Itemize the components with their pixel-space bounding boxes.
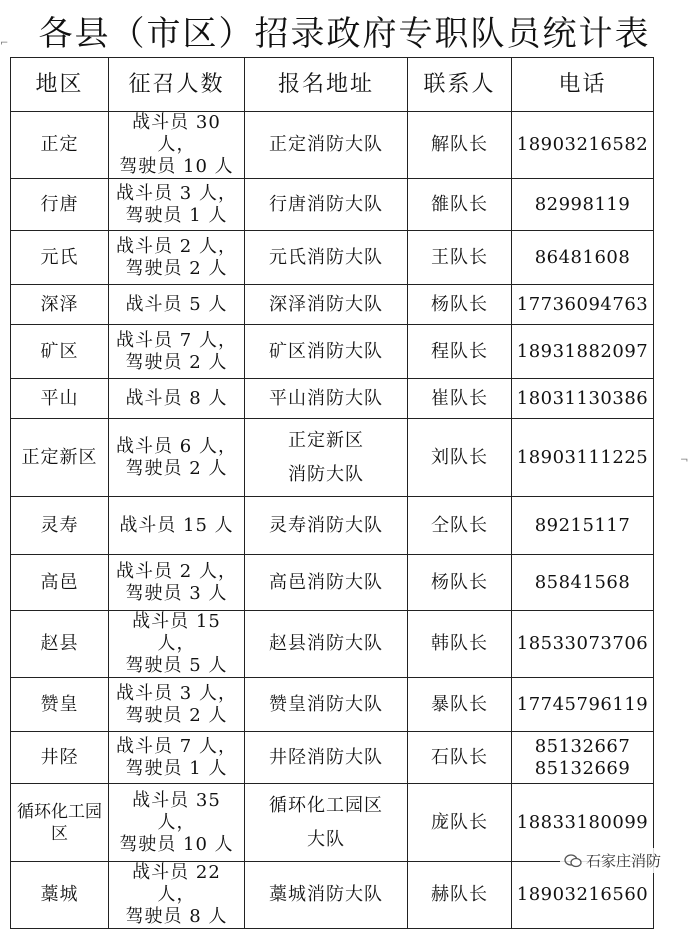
cell-recruits-line: 战斗员 6 人， <box>116 435 237 457</box>
cell-phone-line: 85132669 <box>534 757 631 779</box>
cell-address-line: 消防大队 <box>288 463 364 485</box>
cell-recruits <box>109 231 245 285</box>
cell-recruits-line: 战斗员 30 人， <box>132 112 221 155</box>
cell-address <box>245 379 408 419</box>
cell-phone-line: 82998119 <box>534 193 631 215</box>
cell-contact: 石队长 <box>408 732 512 784</box>
cell-contact: 刘队长 <box>408 419 512 497</box>
cell-contact: 杨队长 <box>408 555 512 611</box>
cell-address-line: 灵寿消防大队 <box>269 514 383 536</box>
cell-contact: 杨队长 <box>408 285 512 325</box>
cell-address <box>245 325 408 379</box>
cell-recruits-line: 战斗员 3 人， <box>116 182 237 204</box>
cell-phone-line: 18533073706 <box>516 633 649 654</box>
cell-address <box>245 678 408 732</box>
cell-phone <box>512 419 654 497</box>
table-row <box>11 555 654 611</box>
header-area: 地区 <box>11 58 109 112</box>
cell-address-line: 正定消防大队 <box>269 134 383 155</box>
cell-recruits <box>109 112 245 179</box>
cell-recruits-line: 战斗员 15 人， <box>132 611 221 654</box>
cell-area: 循环化工园区 <box>11 784 109 862</box>
cell-phone-line: 18833180099 <box>516 811 649 833</box>
cell-recruits-line: 驾驶员 2 人 <box>125 257 228 279</box>
cell-contact: 仝队长 <box>408 497 512 555</box>
recruit-table <box>10 57 654 929</box>
cell-phone <box>512 379 654 419</box>
cell-address <box>245 611 408 678</box>
cell-recruits-line: 战斗员 2 人， <box>116 235 237 257</box>
cell-address <box>245 231 408 285</box>
cell-area: 正定新区 <box>11 419 109 497</box>
cell-recruits-line: 战斗员 7 人， <box>116 329 237 351</box>
table-row <box>11 611 654 678</box>
cell-recruits <box>109 419 245 497</box>
cell-address-line: 行唐消防大队 <box>269 193 383 215</box>
cell-recruits-line: 驾驶员 2 人 <box>125 351 228 373</box>
table-row <box>11 285 654 325</box>
cell-recruits <box>109 497 245 555</box>
cell-contact: 王队长 <box>408 231 512 285</box>
table-row <box>11 379 654 419</box>
cell-recruits-line: 驾驶员 2 人 <box>125 704 228 726</box>
page-title: 各县（市区）招录政府专职队员统计表 <box>38 14 651 54</box>
cell-address <box>245 112 408 179</box>
header-phone: 电话 <box>512 58 654 112</box>
cell-address-line: 元氏消防大队 <box>269 246 383 268</box>
cell-recruits <box>109 611 245 678</box>
header-recruits: 征召人数 <box>109 58 245 112</box>
cell-recruits <box>109 862 245 929</box>
cell-address-line: 正定新区 <box>288 429 364 451</box>
cell-area: 深泽 <box>11 285 109 325</box>
cell-recruits-line: 战斗员 5 人 <box>125 293 228 315</box>
cell-recruits-line: 战斗员 3 人， <box>116 682 237 704</box>
cell-recruits <box>109 179 245 231</box>
cell-phone <box>512 611 654 678</box>
cell-recruits <box>109 379 245 419</box>
table-row <box>11 419 654 497</box>
cell-area: 矿区 <box>11 325 109 379</box>
cell-area: 元氏 <box>11 231 109 285</box>
cell-address-line: 赵县消防大队 <box>269 633 383 654</box>
cell-recruits-line: 驾驶员 1 人 <box>125 757 228 779</box>
cell-area: 赵县 <box>11 611 109 678</box>
cell-phone-line: 89215117 <box>534 514 631 536</box>
edge-mark-right: ¬ <box>680 455 689 466</box>
cell-address <box>245 732 408 784</box>
cell-phone-line: 18903216582 <box>516 134 649 155</box>
cell-recruits-line: 驾驶员 5 人 <box>125 655 228 676</box>
cell-phone-line: 17736094763 <box>516 293 649 315</box>
table-row <box>11 784 654 862</box>
cell-address-line: 循环化工园区 <box>269 794 383 816</box>
cell-recruits <box>109 784 245 862</box>
header-row <box>11 58 654 112</box>
table-row <box>11 179 654 231</box>
table-row <box>11 231 654 285</box>
cell-phone <box>512 555 654 611</box>
cell-phone-line: 18903111225 <box>516 446 649 468</box>
cell-address-line: 矿区消防大队 <box>269 340 383 362</box>
cell-address <box>245 555 408 611</box>
cell-phone <box>512 179 654 231</box>
cell-phone-line: 85132667 <box>534 735 631 757</box>
cell-address <box>245 419 408 497</box>
cell-address <box>245 285 408 325</box>
cell-recruits-line: 战斗员 35 人， <box>132 789 221 833</box>
cell-contact: 解队长 <box>408 112 512 179</box>
cell-address <box>245 179 408 231</box>
cell-recruits <box>109 325 245 379</box>
cell-recruits <box>109 555 245 611</box>
cell-contact: 韩队长 <box>408 611 512 678</box>
cell-phone-line: 18931882097 <box>516 340 649 362</box>
table-row <box>11 497 654 555</box>
cell-recruits-line: 战斗员 22 人， <box>132 862 221 905</box>
cell-phone <box>512 325 654 379</box>
cell-phone-line: 86481608 <box>534 246 631 268</box>
cell-area: 平山 <box>11 379 109 419</box>
cell-recruits-line: 战斗员 2 人， <box>116 560 237 582</box>
cell-contact: 庞队长 <box>408 784 512 862</box>
cell-phone <box>512 231 654 285</box>
cell-recruits-line: 驾驶员 10 人 <box>119 156 234 177</box>
cell-address <box>245 862 408 929</box>
cell-recruits-line: 驾驶员 1 人 <box>125 204 228 226</box>
cell-address-line: 高邑消防大队 <box>269 571 383 593</box>
cell-phone-line: 85841568 <box>534 571 631 593</box>
cell-area: 行唐 <box>11 179 109 231</box>
cell-recruits-line: 战斗员 7 人， <box>116 735 237 757</box>
cell-phone <box>512 497 654 555</box>
cell-phone <box>512 112 654 179</box>
cell-recruits <box>109 678 245 732</box>
cell-recruits-line: 驾驶员 8 人 <box>125 906 228 927</box>
table-row <box>11 862 654 929</box>
header-address: 报名地址 <box>245 58 408 112</box>
cell-address-line: 平山消防大队 <box>269 387 383 409</box>
table-row <box>11 112 654 179</box>
cell-recruits <box>109 285 245 325</box>
table-body <box>11 112 654 929</box>
cell-area: 高邑 <box>11 555 109 611</box>
cell-phone-line: 17745796119 <box>516 693 649 715</box>
header-contact: 联系人 <box>408 58 512 112</box>
cell-phone-line: 18031130386 <box>516 387 649 409</box>
cell-contact: 程队长 <box>408 325 512 379</box>
cell-address-line: 深泽消防大队 <box>269 293 383 315</box>
watermark-text: 石家庄消防 <box>586 852 662 870</box>
watermark <box>560 848 665 873</box>
table-row <box>11 732 654 784</box>
table-row <box>11 678 654 732</box>
cell-address <box>245 784 408 862</box>
cell-address-line: 藁城消防大队 <box>269 884 383 905</box>
cell-area: 灵寿 <box>11 497 109 555</box>
cell-recruits <box>109 732 245 784</box>
cell-area: 赞皇 <box>11 678 109 732</box>
cell-phone-line: 18903216560 <box>516 884 649 905</box>
cell-phone <box>512 285 654 325</box>
edge-mark-left: ⌐ <box>0 38 9 49</box>
cell-recruits-line: 驾驶员 3 人 <box>125 582 228 604</box>
cell-contact: 雒队长 <box>408 179 512 231</box>
cell-phone <box>512 678 654 732</box>
cell-address-line: 大队 <box>307 828 345 850</box>
cell-address-line: 井陉消防大队 <box>269 746 383 768</box>
table-row <box>11 325 654 379</box>
cell-area: 井陉 <box>11 732 109 784</box>
cell-recruits-line: 驾驶员 10 人 <box>119 833 234 855</box>
cell-recruits-line: 战斗员 8 人 <box>125 387 228 409</box>
chat-bubble-icon <box>564 854 582 868</box>
cell-phone <box>512 732 654 784</box>
cell-contact: 崔队长 <box>408 379 512 419</box>
cell-area: 正定 <box>11 112 109 179</box>
cell-address-line: 赞皇消防大队 <box>269 693 383 715</box>
cell-address <box>245 497 408 555</box>
cell-contact: 暴队长 <box>408 678 512 732</box>
cell-recruits-line: 战斗员 15 人 <box>119 514 234 536</box>
cell-recruits-line: 驾驶员 2 人 <box>125 457 228 479</box>
cell-area: 藁城 <box>11 862 109 929</box>
cell-contact: 赫队长 <box>408 862 512 929</box>
